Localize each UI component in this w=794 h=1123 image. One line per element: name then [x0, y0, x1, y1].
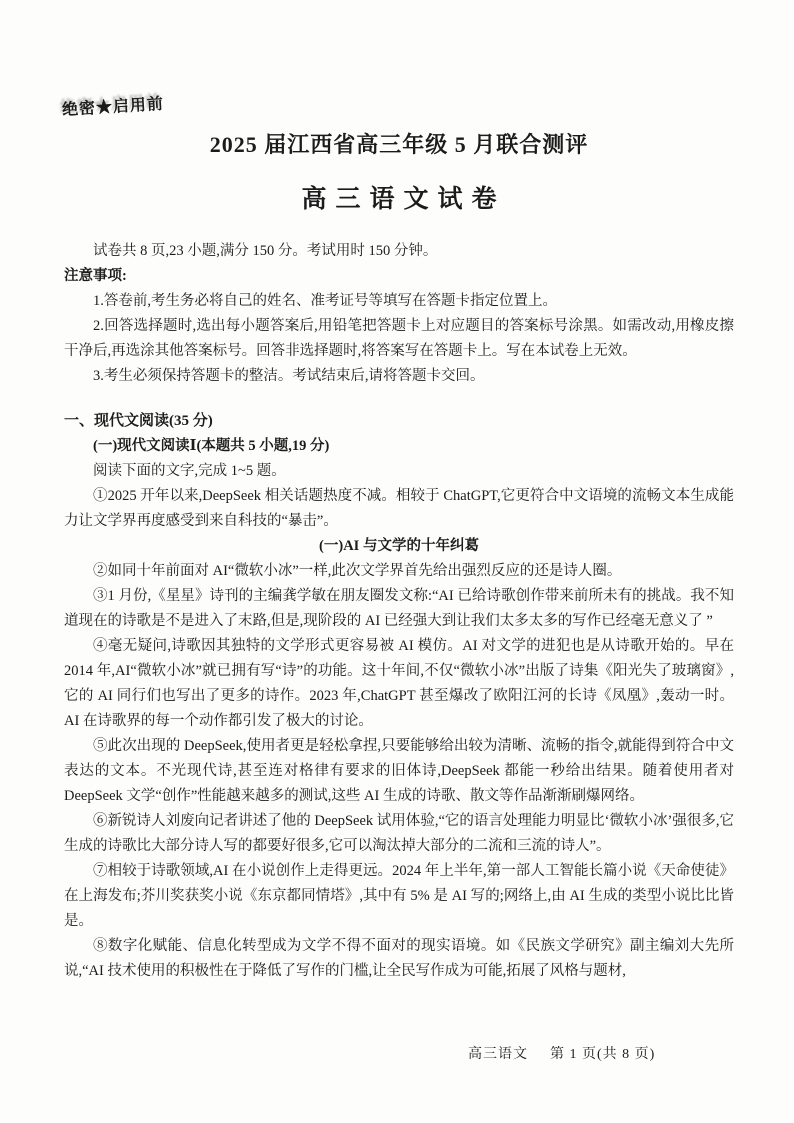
paper-subtitle: 高三语文试卷 — [301, 186, 506, 213]
subsection-title: (一)现代文阅读Ⅰ(本题共 5 小题,19 分) — [93, 438, 330, 454]
notice-item-3: 3.考生必须保持答题卡的整洁。考试结束后,请将答题卡交回。 — [93, 368, 485, 384]
passage-paragraph-2: ②如同十年前面对 AI“微软小冰”一样,此次文学界首先给出强烈反应的还是诗人圈。 — [93, 563, 622, 579]
exam-meta: 试卷共 8 页,23 小题,满分 150 分。考试用时 150 分钟。 — [93, 243, 438, 259]
passage-paragraph-4: ④毫无疑问,诗歌因其独特的文学形式更容易被 AI 模仿。AI 对文学的进犯也是从诗歌开始的。早在 2014 年,AI“微软小冰”就已拥有写“诗”的功能。这十年间,不仅“微软小冰”出版了诗集《阳光失了玻璃窗》,它的 AI 同行们也写出了更多的诗作。2023 年,ChatGPT 甚至爆改了欧阳江河的长诗《凤凰》,轰动一时。AI 在诗歌界的每一个动作都引发了极大的讨论。 — [64, 638, 734, 729]
classification-label: 绝密★启用前 — [61, 95, 165, 119]
page-footer — [468, 1043, 655, 1063]
notice-item-1: 1.答卷前,考生务必将自己的姓名、准考证号等填写在答题卡指定位置上。 — [93, 293, 557, 309]
section-title: 一、现代文阅读(35 分) — [64, 413, 213, 429]
page-content — [64, 0, 734, 984]
reading-instruction: 阅读下面的文字,完成 1~5 题。 — [93, 463, 286, 479]
passage-paragraph-6: ⑥新锐诗人刘废向记者讲述了他的 DeepSeek 试用体验,“它的语言处理能力明显比‘微软小冰’强很多,它生成的诗歌比大部分诗人写的都要好很多,它可以淘汰掉大部分的二流和三流的诗人”。 — [64, 813, 734, 854]
passage-paragraph-7: ⑦相较于诗歌领域,AI 在小说创作上走得更远。2024 年上半年,第一部人工智能长篇小说《天命使徒》在上海发布;芥川奖获奖小说《东京都同情塔》,其中有 5% 是 AI 写的;网络上,由 AI 生成的类型小说比比皆是。 — [64, 863, 734, 929]
footer-course-label: 高三语文 — [468, 1047, 528, 1062]
paper-title: 2025 届江西省高三年级 5 月联合测评 — [209, 132, 589, 157]
passage-paragraph-3: ③1 月份,《星星》诗刊的主编龚学敏在朋友圈发文称:“AI 已给诗歌创作带来前所未有的挑战。我不知道现在的诗歌是不是进入了末路,但是,现阶段的 AI 已经强大到让我们太多太多的写作已经毫无意义了 ” — [64, 588, 734, 629]
passage-paragraph-5: ⑤此次出现的 DeepSeek,使用者更是轻松拿捏,只要能够给出较为清晰、流畅的指令,就能得到符合中文表达的文本。不光现代诗,甚至连对格律有要求的旧体诗,DeepSeek 都能一秒给出结果。随着使用者对 DeepSeek 文学“创作”性能越来越多的测试,这些 AI 生成的诗歌、散文等作品渐渐刷爆网络。 — [64, 738, 734, 804]
footer-page-number: 第 1 页(共 8 页) — [550, 1047, 656, 1062]
notice-title: 注意事项: — [64, 268, 127, 284]
passage-subheading: (一)AI 与文学的十年纠葛 — [319, 538, 479, 554]
notice-item-2: 2.回答选择题时,选出每小题答案后,用铅笔把答题卡上对应题目的答案标号涂黑。如需改动,用橡皮擦干净后,再选涂其他答案标号。回答非选择题时,将答案写在答题卡上。写在本试卷上无效。 — [64, 318, 734, 359]
passage-paragraph-8: ⑧数字化赋能、信息化转型成为文学不得不面对的现实语境。如《民族文学研究》副主编刘大先所说,“AI 技术使用的积极性在于降低了写作的门槛,让全民写作成为可能,拓展了风格与题材, — [64, 938, 734, 979]
passage-paragraph-1: ①2025 开年以来,DeepSeek 相关话题热度不减。相较于 ChatGPT,它更符合中文语境的流畅文本生成能力让文学界再度感受到来自科技的“暴击”。 — [64, 488, 734, 529]
